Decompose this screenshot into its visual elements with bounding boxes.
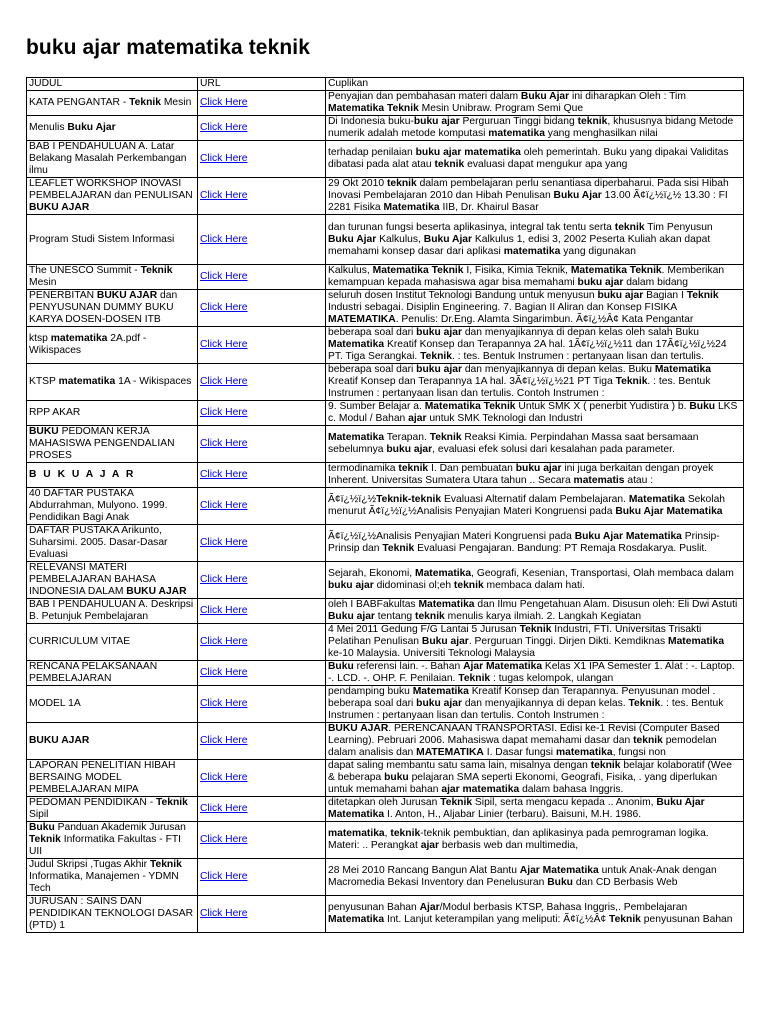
table-row	[27, 896, 744, 933]
row-url-cell	[198, 91, 326, 116]
row-url-cell	[198, 686, 326, 723]
row-excerpt: penyusunan Bahan Ajar/Modul berbasis KTSP, Bahasa Inggris,. Pembelajaran Matematika Int. Lanjut keterampilan yang meliputi: Ã¢ï¿½Â¢ Teknik penyusunan Bahan	[326, 896, 744, 933]
row-title: B U K U A J A R	[27, 463, 198, 488]
row-excerpt: oleh I BABFakultas Matematika dan Ilmu Pengetahuan Alam. Disusun oleh: Eli Dwi Astuti Buku ajar tentang teknik menulis karya ilmiah. 2. Langkah Kegiatan	[326, 599, 744, 624]
click-here-link[interactable]: Click Here	[200, 302, 248, 313]
click-here-link[interactable]: Click Here	[200, 376, 248, 387]
click-here-link[interactable]: Click Here	[200, 574, 248, 585]
table-row	[27, 859, 744, 896]
click-here-link[interactable]: Click Here	[200, 339, 248, 350]
row-excerpt: beberapa soal dari buku ajar dan menyajikannya di depan kelas. Buku Matematika Kreatif Konsep dan Terapannya 1A hal. 3Ã¢ï¿½ï¿½21 PT Tiga Teknik. : tes. Bentuk Instrumen : pertanyaan lisan dan tertulis. Contoh Instrumen :	[326, 364, 744, 401]
row-excerpt: Di Indonesia buku-buku ajar Perguruan Tinggi bidang teknik, khususnya bidang Metode numerik adalah metode komputasi matematika yang menghasilkan nilai	[326, 116, 744, 141]
row-excerpt: terhadap penilaian buku ajar matematika oleh pemerintah. Buku yang dipakai Validitas dibatasi pada alat atau teknik evaluasi dapat mengukur apa yang	[326, 141, 744, 178]
row-url-cell	[198, 599, 326, 624]
row-excerpt: Buku referensi lain. -. Bahan Ajar Matematika Kelas X1 IPA Semester 1. Alat : -. Laptop. -. LCD. -. OHP. F. Penilaian. Teknik : tugas kelompok, ulangan	[326, 661, 744, 686]
click-here-link[interactable]: Click Here	[200, 636, 248, 647]
table-row	[27, 215, 744, 265]
header-judul: JUDUL	[27, 78, 198, 91]
click-here-link[interactable]: Click Here	[200, 908, 248, 919]
row-url-cell	[198, 896, 326, 933]
row-title: BAB I PENDAHULUAN A. Latar Belakang Masalah Perkembangan ilmu	[27, 141, 198, 178]
row-url-cell	[198, 215, 326, 265]
row-url-cell	[198, 562, 326, 599]
table-row	[27, 723, 744, 760]
click-here-link[interactable]: Click Here	[200, 698, 248, 709]
row-title: BUKU PEDOMAN KERJA MAHASISWA PENGENDALIAN PROSES	[27, 426, 198, 463]
row-title: PEDOMAN PENDIDIKAN - Teknik Sipil	[27, 797, 198, 822]
click-here-link[interactable]: Click Here	[200, 871, 248, 882]
click-here-link[interactable]: Click Here	[200, 834, 248, 845]
row-excerpt: 4 Mei 2011 Gedung F/G Lantai 5 Jurusan Teknik Industri, FTI. Universitas Trisakti Pelatihan Penulisan Buku ajar. Perguruan Tinggi. Dirjen Dikti. Kemdiknas Matematika ke-10 Malaysia. Universiti Teknologi Malaysia	[326, 624, 744, 661]
table-row	[27, 686, 744, 723]
click-here-link[interactable]: Click Here	[200, 735, 248, 746]
row-title: DAFTAR PUSTAKA Arikunto, Suharsimi. 2005. Dasar-Dasar Evaluasi	[27, 525, 198, 562]
row-title: LAPORAN PENELITIAN HIBAH BERSAING MODEL PEMBELAJARAN MIPA	[27, 760, 198, 797]
click-here-link[interactable]: Click Here	[200, 190, 248, 201]
row-title: LEAFLET WORKSHOP INOVASI PEMBELAJARAN dan PENULISAN BUKU AJAR	[27, 178, 198, 215]
table-row	[27, 760, 744, 797]
row-url-cell	[198, 426, 326, 463]
row-excerpt: matematika, teknik-teknik pembuktian, dan aplikasinya pada pemrograman logika. Materi: .. Perangkat ajar berbasis web dan multimedia,	[326, 822, 744, 859]
click-here-link[interactable]: Click Here	[200, 407, 248, 418]
table-row	[27, 91, 744, 116]
row-url-cell	[198, 290, 326, 327]
row-title: Buku Panduan Akademik Jurusan Teknik Informatika Fakultas - FTI UII	[27, 822, 198, 859]
table-row	[27, 488, 744, 525]
row-title: BUKU AJAR	[27, 723, 198, 760]
row-title: Judul Skripsi ,Tugas Akhir Teknik Informatika, Manajemen - YDMN Tech	[27, 859, 198, 896]
results-table-body	[27, 78, 744, 933]
click-here-link[interactable]: Click Here	[200, 153, 248, 164]
row-excerpt: dapat saling membantu satu sama lain, misalnya dengan teknik belajar kolaboratif (Wee & beberapa buku pelajaran SMA seperti Ekonomi, Geografi, Fisika, . yang diperlukan untuk memahami bahan ajar matematika dalam bahasa Inggris.	[326, 760, 744, 797]
row-excerpt: Penyajian dan pembahasan materi dalam Buku Ajar ini diharapkan Oleh : Tim Matematika Teknik Mesin Unibraw. Program Semi Que	[326, 91, 744, 116]
row-title: BAB I PENDAHULUAN A. Deskripsi B. Petunjuk Pembelajaran	[27, 599, 198, 624]
row-title: 40 DAFTAR PUSTAKA Abdurrahman, Mulyono. 1999. Pendidikan Bagi Anak	[27, 488, 198, 525]
row-title: Menulis Buku Ajar	[27, 116, 198, 141]
row-title: JURUSAN : SAINS DAN PENDIDIKAN TEKNOLOGI DASAR (PTD) 1	[27, 896, 198, 933]
table-row	[27, 624, 744, 661]
click-here-link[interactable]: Click Here	[200, 97, 248, 108]
row-url-cell	[198, 822, 326, 859]
table-row	[27, 599, 744, 624]
row-excerpt: Kalkulus, Matematika Teknik I, Fisika, Kimia Teknik, Matematika Teknik. Memberikan kemampuan kepada mahasiswa agar bisa memahami buku ajar dalam bidang	[326, 265, 744, 290]
row-url-cell	[198, 364, 326, 401]
row-excerpt: seluruh dosen Institut Teknologi Bandung untuk menyusun buku ajar Bagian I Teknik Industri sebagai. Disiplin Engineering. 7. Bagian II Aliran dan Konsep FISIKA MATEMATIKA. Penulis: Dr.Eng. Alamta Singarimbun. Ã¢ï¿½Â¢ Kata Pengantar	[326, 290, 744, 327]
row-url-cell	[198, 760, 326, 797]
row-url-cell	[198, 624, 326, 661]
table-row	[27, 327, 744, 364]
click-here-link[interactable]: Click Here	[200, 667, 248, 678]
row-url-cell	[198, 116, 326, 141]
row-title: KTSP matematika 1A - Wikispaces	[27, 364, 198, 401]
row-title: RELEVANSI MATERI PEMBELAJARAN BAHASA INDONESIA DALAM BUKU AJAR	[27, 562, 198, 599]
page-title: buku ajar matematika teknik	[26, 36, 310, 59]
table-row	[27, 141, 744, 178]
table-header-row	[27, 78, 744, 91]
row-excerpt: 9. Sumber Belajar a. Matematika Teknik Untuk SMK X ( penerbit Yudistira ) b. Buku LKS c. Modul / Bahan ajar untuk SMK Teknologi dan Industri	[326, 401, 744, 426]
row-url-cell	[198, 797, 326, 822]
row-url-cell	[198, 265, 326, 290]
row-excerpt: Sejarah, Ekonomi, Matematika, Geografi, Kesenian, Transportasi, Olah membaca dalam buku ajar didominasi ol;eh teknik membaca dalam hati.	[326, 562, 744, 599]
row-excerpt: beberapa soal dari buku ajar dan menyajikannya di depan kelas oleh salah Buku Matematika Kreatif Konsep dan Terapannya 2A hal. 1Ã¢ï¿½ï¿½11 dan 17Ã¢ï¿½ï¿½24 PT. Tiga Serangkai. Teknik. : tes. Bentuk Instrumen : pertanyaan lisan dan tertulis.	[326, 327, 744, 364]
table-row	[27, 116, 744, 141]
row-excerpt: termodinamika teknik I. Dan pembuatan buku ajar ini juga berkaitan dengan proyek Inherent. Universitas Sumatera Utara tahun .. Secara matematis atau :	[326, 463, 744, 488]
header-cuplikan: Cuplikan	[326, 78, 744, 91]
header-url: URL	[198, 78, 326, 91]
click-here-link[interactable]: Click Here	[200, 537, 248, 548]
click-here-link[interactable]: Click Here	[200, 233, 248, 245]
row-title: KATA PENGANTAR - Teknik Mesin	[27, 91, 198, 116]
click-here-link[interactable]: Click Here	[200, 605, 248, 616]
row-excerpt: pendamping buku Matematika Kreatif Konsep dan Terapannya. Penyusunan model . beberapa soal dari buku ajar dan menyajikannya di depan kelas. Teknik. : tes. Bentuk Instrumen : pertanyaan lisan dan tertulis. Contoh Instrumen :	[326, 686, 744, 723]
row-excerpt: ditetapkan oleh Jurusan Teknik Sipil, serta mengacu kepada .. Anonim, Buku Ajar Matematika I. Anton, H., Aljabar Linier (terbaru). Baisuni, M.H. 1986.	[326, 797, 744, 822]
row-excerpt: 28 Mei 2010 Rancang Bangun Alat Bantu Ajar Matematika untuk Anak-Anak dengan Macromedia Bekasi Inventory dan Penelusuran Buku dan CD Berbasis Web	[326, 859, 744, 896]
table-row	[27, 265, 744, 290]
row-url-cell	[198, 327, 326, 364]
click-here-link[interactable]: Click Here	[200, 438, 248, 449]
table-row	[27, 822, 744, 859]
row-title: ktsp matematika 2A.pdf - Wikispaces	[27, 327, 198, 364]
table-row	[27, 290, 744, 327]
row-url-cell	[198, 525, 326, 562]
table-row	[27, 797, 744, 822]
table-row	[27, 364, 744, 401]
row-url-cell	[198, 178, 326, 215]
row-title: The UNESCO Summit - Teknik Mesin	[27, 265, 198, 290]
table-row	[27, 562, 744, 599]
row-title: CURRICULUM VITAE	[27, 624, 198, 661]
row-url-cell	[198, 488, 326, 525]
click-here-link[interactable]: Click Here	[200, 469, 248, 480]
row-excerpt: Matematika Terapan. Teknik Reaksi Kimia. Perpindahan Massa saat bersamaan sebelumnya buku ajar, evaluasi efek solusi dari kesalahan pada parameter.	[326, 426, 744, 463]
click-here-link[interactable]: Click Here	[200, 803, 248, 814]
click-here-link[interactable]: Click Here	[200, 500, 248, 511]
table-row	[27, 401, 744, 426]
row-title: RENCANA PELAKSANAAN PEMBELAJARAN	[27, 661, 198, 686]
table-row	[27, 661, 744, 686]
results-table	[26, 77, 744, 933]
table-row	[27, 178, 744, 215]
click-here-link[interactable]: Click Here	[200, 271, 248, 282]
row-url-cell	[198, 401, 326, 426]
row-url-cell	[198, 661, 326, 686]
row-title: PENERBITAN BUKU AJAR dan PENYUSUNAN DUMMY BUKU KARYA DOSEN-DOSEN ITB	[27, 290, 198, 327]
table-row	[27, 426, 744, 463]
click-here-link[interactable]: Click Here	[200, 772, 248, 783]
row-url-cell	[198, 463, 326, 488]
row-url-cell	[198, 141, 326, 178]
row-url-cell	[198, 859, 326, 896]
row-excerpt: Ã¢ï¿½ï¿½Teknik-teknik Evaluasi Alternatif dalam Pembelajaran. Matematika Sekolah menurut Ã¢ï¿½ï¿½Analisis Penyajian Materi Kongruensi pada Buku Ajar Matematika	[326, 488, 744, 525]
row-title: RPP AKAR	[27, 401, 198, 426]
row-title: MODEL 1A	[27, 686, 198, 723]
row-url-cell	[198, 723, 326, 760]
row-excerpt: dan turunan fungsi beserta aplikasinya, integral tak tentu serta teknik Tim Penyusun Buku Ajar Kalkulus, Buku Ajar Kalkulus 1, edisi 3, 2002 Peserta Kuliah akan dapat memahami konsep dasar dari aplikasi matematika yang digunakan	[326, 215, 744, 265]
row-excerpt: BUKU AJAR. PERENCANAAN TRANSPORTASI. Edisi ke-1 Revisi (Computer Based Learning). Pebruari 2006. Mahasiswa dapat memahami dasar dan teknik pemodelan dalam analisis dan MATEMATIKA I. Dasar fungsi matematika, fungsi non	[326, 723, 744, 760]
row-title: Program Studi Sistem Informasi	[27, 215, 198, 265]
row-excerpt: 29 Okt 2010 teknik dalam pembelajaran perlu senantiasa diperbaharui. Pada sisi Hibah Inovasi Pembelajaran 2010 dan Hibah Penulisan Buku Ajar 13.00 Ã¢ï¿½ï¿½ 13.30 : FI 2281 Fisika Matematika IIB, Dr. Khairul Basar	[326, 178, 744, 215]
table-row	[27, 463, 744, 488]
table-row	[27, 525, 744, 562]
click-here-link[interactable]: Click Here	[200, 122, 248, 133]
row-excerpt: Ã¢ï¿½ï¿½Analisis Penyajian Materi Kongruensi pada Buku Ajar Matematika Prinsip-Prinsip dan Teknik Evaluasi Pengajaran. Bandung: PT Remaja Rosdakarya. Puslit.	[326, 525, 744, 562]
